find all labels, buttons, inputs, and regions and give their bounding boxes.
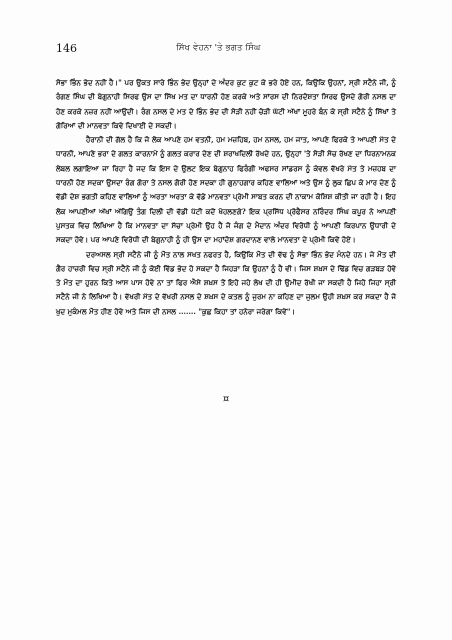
running-title: ਸਿੱਖ ਵੇਹਨਾ 'ਤੇ ਭਗਤ ਸਿੰਘ (176, 43, 261, 53)
body-text (56, 76, 396, 319)
page-header (56, 42, 396, 58)
paragraph-3: ਦਰਅਸਲ ਸ੍ਰੀ ਸਟੈਨੇ ਜੀ ਨੂੰ ਮੌਤ ਨਾਲ ਸਖਤ ਨਫਰਤ ਹੈ, ਕਿਉਂਕਿ ਮੌਤ ਦੀ ਵੱਢ ਨੂੰ ਸੋਭਾ ਭਿੰਨ ਭੇਦ ਮੰਨਦੇ ਹਨ। ਜੇ ਮੌਤ ਦੀ ਗੈਰ ਹਾਜ਼ਰੀ ਵਿਚ ਸ੍ਰੀ ਸਟੈਨੇ ਜੀ ਨੂੰ ਕੋਈ ਵਿੱਡ ਭੇਦ ਹੋ ਸਕਦਾ ਹੈ ਜਿਹੜਾ ਕਿ ਉਹਨਾਂ ਨੂੰ ਹੈ ਵੀ। ਜਿਸ ਸ਼ਖ਼ਸ ਦੇ ਢਿੱਡ ਵਿਚ ਗੜਬੜ ਹੋਵੇ ਤੇ ਮੌਤ ਦਾ ਹੁਰਨ ਕਿਤੇ ਆਸ ਪਾਸ ਹੋਵੇ ਨਾ ਤਾਂ ਫਿਰ ਐਸੇ ਸ਼ਖ਼ਸ ਤੋਂ ਇਹੋ ਜਹੇ ਲੇਖ ਦੀ ਹੀ ਉਮੀਦ ਰੱਖੀ ਜਾ ਸਕਦੀ ਹੈ ਜਿਹੋ ਜਿਹਾ ਸ੍ਰੀ ਸਟੈਨੇ ਜੀ ਨੇ ਲਿਖਿਆ ਹੈ। ਵੱਖਰੀ ਮੱਤ ਦੇ ਵੱਖਰੀ ਨਸਲ ਦੇ ਸ਼ਖ਼ਸ ਦੇ ਕਤਲ ਨੂੰ ਜੁਰਮ ਨਾ ਕਹਿਣ ਦਾ ਜੁਲਮ ਉਹੀ ਸ਼ਖ਼ਸ ਕਰ ਸਕਦਾ ਹੈ ਜੋ ਖੁਦ ਮੁਕੰਮਲ ਮੌਤ ਹੀਣ ਹੋਵੇ ਅਤੇ ਜਿਸ ਦੀ ਨਸਲ ....... "ਕੁਛ ਕਿਹਾ ਤਾਂ ਹਨੇਰਾ ਜਰੇਗਾ ਕਿਵੇਂ"। (56, 249, 396, 316)
paragraph-2: ਹੈਰਾਨੀ ਦੀ ਗੱਲ ਹੈ ਕਿ ਜੋ ਲੋਕ ਆਪਣੇ ਹਮ ਵਤਨੀ, ਹਮ ਮਜ਼ਹਿਬ, ਹਮ ਨਸਲ, ਹਮ ਜਾਤ, ਆਪਣੇ ਫਿਰਕੇ ਤੇ ਆਪਣੀ ਮੱਤ ਦੇ ਧਾਰਨੀ, ਆਪਣੇ ਭਰਾ ਦੇ ਗਲਤ ਕਾਰਨਾਮੇਂ ਨੂੰ ਗਲਤ ਕਰਾਰ ਦੇਣ ਦੀ ਸ਼ਰਾਖਦਿਲੀ ਰੱਖਦੇ ਹਨ, ਉਨ੍ਹਾਂ 'ਤੇ ਸੋੜੀ ਸੋਚ ਰੱਖਣ ਦਾ ਧਿਰਨਾਮਨਕ ਲੇਬਲ ਲਗਾਇਆ ਜਾ ਰਿਹਾ ਹੈ ਜਦ ਕਿ ਇਸ ਦੇ ਉਲਟ ਇਕ ਬੇਗੁਨਾਹ ਫਿਰੰਗੀ ਅਫਸਰ ਸਾਂਡਰਸ ਨੂੰ ਕੇਵਲ ਵੱਖਰੇ ਮੱਤ ਤੇ ਮਜ਼ਹਬ ਦਾ ਧਾਰਨੀ ਹੋਣ ਸਦਕਾ ਉਸਦਾ ਰੰਗ ਗੋਰਾ ਤੇ ਨਸਲ ਗੋਰੀ ਹੋਣ ਸਦਕਾ ਹੀ ਗੁਨਾਹਗਾਰ ਕਹਿਣ ਵਾਲਿਆਂ ਅਤੇ ਉਸ ਨੂੰ ਲੁਕ ਛਿਪ ਕੇ ਮਾਰ ਦੇਣ ਨੂੰ ਵੱਡੀ ਦੇਸ਼ ਭਗਤੀ ਕਹਿਣ ਵਾਲਿਆਂ ਨੂੰ ਅਰਤਾ ਅਰਤਾ ਕੇ ਵੱਡੇ ਮਾਨਵਤਾ ਪ੍ਰੇਮੀ ਸਾਬਤ ਕਰਨ ਦੀ ਨਾਕਾਮ ਕੋਸ਼ਿਸ਼ ਕੀਤੀ ਜਾ ਰਹੀ ਹੈ। ਇਹ ਲੋਕ ਆਪਣੀਆਂ ਅੱਖਾਂ ਅੱਗਿਉਂ ਤੰਗ ਦਿਲੀ ਦੀ ਵੱਡੀ ਪੱਟੀ ਕਦੋਂ ਖੋਹਲਣਗੇ? ਇਕ ਪ੍ਰਸਿੱਧ ਪ੍ਰੋਫੈਸਰ ਨਰਿੰਦਰ ਸਿੰਘ ਕਪੂਰ ਨੇ ਆਪਣੀ ਪੁਸਤਕ ਵਿਚ ਲਿਖਿਆ ਹੈ ਕਿ ਮਾਨਵਤਾ ਦਾ ਸੱਚਾ ਪ੍ਰੇਮੀ ਉਹ ਹੈ ਜੋ ਜੰਗ ਦੇ ਮੈਦਾਨ ਅੰਦਰ ਵਿਰੋਧੀ ਨੂੰ ਆਪਣੀ ਕਿਰਪਾਨ ਉਧਾਰੀ ਦੇ ਸਕਦਾ ਹੋਵੇ। ਪਰ ਆਪਣੇ ਵਿਰੋਧੀ ਦੀ ਬੇਗੁਨਾਹੀ ਨੂੰ ਹੀ ਉਸ ਦਾ ਮਹਾਂਦੋਸ਼ ਗਰਦਾਨਣ ਵਾਲੇ ਮਾਨਵਤਾ ਦੇ ਪ੍ਰੇਮੀ ਕਿਵੇਂ ਹੋਏ। (56, 135, 396, 245)
paragraph-1: ਸੋਭਾ ਭਿੰਨ ਭੇਦ ਨਹੀਂ ਹੈ।" ਪਰ ਉਕਤ ਸਾਰੇ ਭਿੰਨ ਭੇਦ ਉਨ੍ਹਾਂ ਦੇ ਅੰਦਰ ਕੁਟ ਕੁਟ ਕੇ ਭਰੇ ਹੋਏ ਹਨ, ਕਿਉਂਕਿ ਉਹਨਾਂ, ਸ੍ਰੀ ਸਟੈਨੇ ਜੀ, ਨੂੰ ਰੰਗਣ ਸਿੰਘ ਦੀ ਬੇਗੁਨਾਹੀ ਸਿਰਫ ਉਸ ਦਾ ਸਿੱਖ ਮਤ ਦਾ ਧਾਰਨੀ ਹੋਣ ਕਰਕੇ ਅਤੇ ਸਾਂਰਸ ਦੀ ਨਿਰਦੋਸ਼ਤਾ ਸਿਰਫ ਉਸਦੇ ਗੋਰੀ ਨਸਲ ਦਾ ਹੋਣ ਕਰਕੇ ਨਜ਼ਰ ਨਹੀਂ ਆਉਂਦੀ। ਰੰਗ ਨਸਲ ਦੇ ਮਤ ਦੇ ਭਿੰਨ ਭੇਦ ਦੀ ਸੋੜੀ ਨਹੀਂ ਚੋੜੀ ਘੱਟੀ ਅੱਖਾਂ ਮੂਹਰੇ ਬੰਨ ਕੇ ਸ੍ਰੀ ਸਟੈਨੇ ਨੂੰ ਸਿੱਖਾਂ ਤੇ ਗੋਰਿਆਂ ਦੀ ਮਾਨਵਤਾ ਕਿਵੇ ਦਿਖਾਈ ਦੇ ਸਕਦੀ। (56, 78, 396, 130)
section-end-mark: ¤ (222, 394, 230, 405)
page-number: 146 (56, 42, 77, 55)
